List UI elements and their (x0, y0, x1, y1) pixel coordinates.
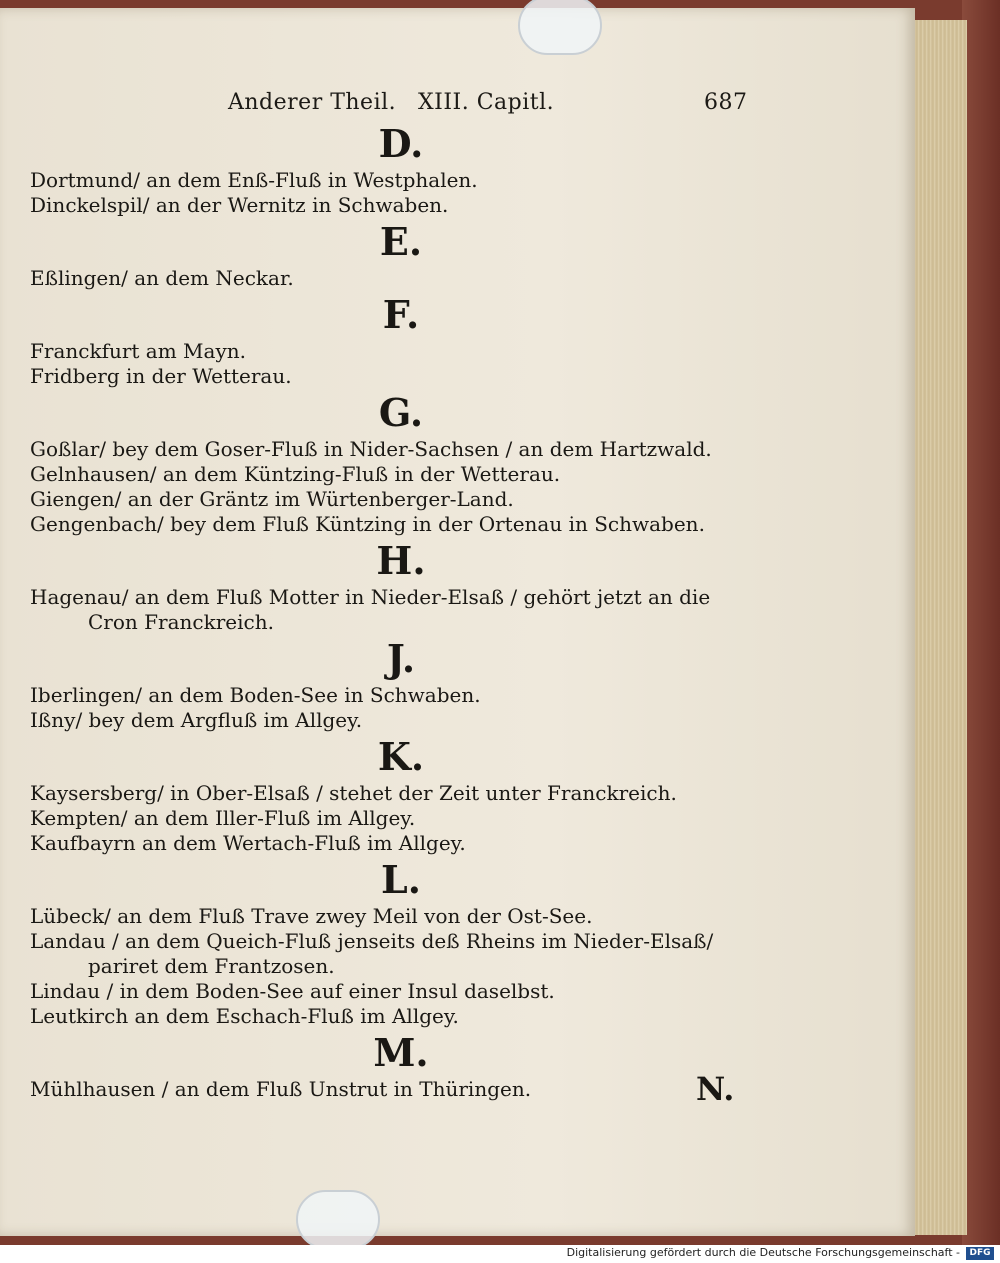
running-header (228, 90, 748, 122)
list-entry: Dortmund/ an dem Enß-Fluß in Westphalen. (30, 168, 478, 192)
book-page (0, 8, 915, 1236)
list-entry: Gengenbach/ bey dem Fluß Küntzing in der Ortenau in Schwaben. (30, 512, 705, 536)
page-clip-bottom (296, 1190, 380, 1245)
header-chapter: XIII. Capitl. (418, 90, 555, 115)
page-number: 687 (704, 90, 748, 115)
footer-bar (0, 1245, 1000, 1263)
list-entry: Kempten/ an dem Iller-Fluß im Allgey. (30, 806, 416, 830)
section-letter-f: F. (382, 292, 420, 337)
section-letter-j: J. (386, 636, 416, 681)
section-letter-e: E. (379, 219, 423, 264)
list-entry: Mühlhausen / an dem Fluß Unstrut in Thüringen. (30, 1077, 532, 1101)
list-entry: Kaufbayrn an dem Wertach-Fluß im Allgey. (30, 831, 466, 855)
page-clip-top (518, 0, 602, 55)
list-entry: Franckfurt am Mayn. (30, 339, 246, 363)
list-entry: Leutkirch an dem Eschach-Fluß im Allgey. (30, 1004, 459, 1028)
list-entry: Giengen/ an der Gräntz im Würtenberger-Land. (30, 487, 514, 511)
dfg-logo: DFG (966, 1247, 994, 1260)
section-letter-d: D. (378, 121, 424, 166)
list-entry: Kaysersberg/ in Ober-Elsaß / stehet der Zeit unter Franckreich. (30, 781, 677, 805)
list-entry: Lindau / in dem Boden-See auf einer Insul daselbst. (30, 979, 555, 1003)
list-entry: Dinckelspil/ an der Wernitz in Schwaben. (30, 193, 449, 217)
section-letter-k: K. (377, 734, 425, 779)
list-entry: Landau / an dem Queich-Fluß jenseits deß Rheins im Nieder-Elsaß/ pariret dem Frantzosen. (30, 929, 714, 978)
section-letter-g: G. (378, 390, 424, 435)
funding-notice: Digitalisierung gefördert durch die Deutsche Forschungsgemeinschaft - (566, 1246, 960, 1259)
list-entry: Gelnhausen/ an dem Küntzing-Fluß in der Wetterau. (30, 462, 561, 486)
section-letter-l: L. (381, 857, 421, 902)
city-list (30, 120, 742, 1102)
list-entry: Hagenau/ an dem Fluß Motter in Nieder-Elsaß / gehört jetzt an die Cron Franckreich. (30, 585, 711, 634)
section-letter-m: M. (373, 1030, 429, 1075)
list-entry: Eßlingen/ an dem Neckar. (30, 266, 294, 290)
header-part: Anderer Theil. (228, 90, 397, 115)
list-entry: Lübeck/ an dem Fluß Trave zwey Meil von der Ost-See. (30, 904, 593, 928)
list-entry: Ißny/ bey dem Argfluß im Allgey. (30, 708, 363, 732)
section-letter-h: H. (376, 538, 426, 583)
catchword: N. (696, 1070, 735, 1108)
list-entry: Fridberg in der Wetterau. (30, 364, 292, 388)
book-cover-edge (962, 0, 1000, 1245)
list-entry: Iberlingen/ an dem Boden-See in Schwaben. (30, 683, 481, 707)
list-entry: Goßlar/ bey dem Goser-Fluß in Nider-Sachsen / an dem Hartzwald. (30, 437, 712, 461)
